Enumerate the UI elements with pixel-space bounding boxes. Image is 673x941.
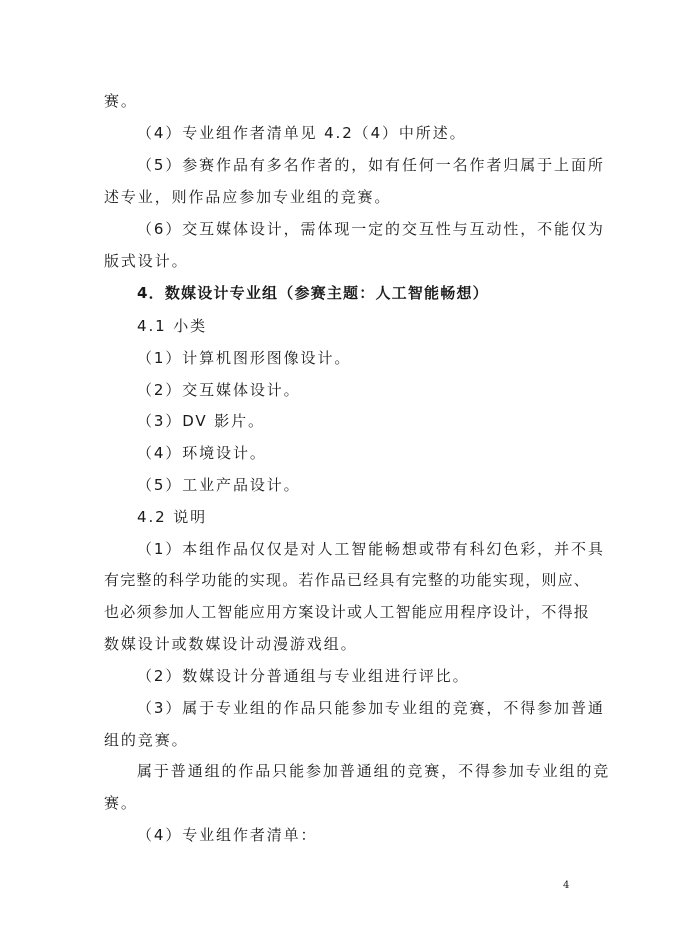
- text-line: 有完整的科学功能的实现。若作品已经具有完整的功能实现，则应、: [104, 571, 591, 589]
- list-item: （5）工业产品设计。: [137, 476, 301, 494]
- list-item: （3）DV 影片。: [137, 412, 265, 430]
- text-line: （3）属于专业组的作品只能参加专业组的竞赛，不得参加普通: [137, 699, 605, 717]
- list-item: （1）计算机图形图像设计。: [137, 349, 352, 367]
- subsection-heading: 4.2 说明: [137, 508, 208, 526]
- text-line: 赛。: [104, 92, 138, 110]
- text-line: 数媒设计或数媒设计动漫游戏组。: [104, 635, 358, 653]
- text-line: 赛。: [104, 794, 138, 812]
- text-line: 述专业，则作品应参加专业组的竞赛。: [104, 188, 392, 206]
- text-line: （1）本组作品仅仅是对人工智能畅想或带有科幻色彩，并不具: [137, 540, 605, 558]
- text-line: （4）专业组作者清单：: [137, 826, 318, 844]
- list-item: （2）交互媒体设计。: [137, 381, 301, 399]
- page-number: 4: [563, 880, 570, 891]
- section-heading: 4．数媒设计专业组（参赛主题：人工智能畅想）: [137, 284, 489, 302]
- text-line: 版式设计。: [104, 252, 189, 270]
- text-line: 属于普通组的作品只能参加普通组的竞赛，不得参加专业组的竞: [137, 762, 611, 780]
- text-line: 也必须参加人工智能应用方案设计或人工智能应用程序设计，不得报: [104, 603, 591, 621]
- text-line: （2）数媒设计分普通组与专业组进行评比。: [137, 667, 470, 685]
- text-line: （4）专业组作者清单见 4.2（4）中所述。: [137, 124, 467, 142]
- subsection-heading: 4.1 小类: [137, 317, 208, 335]
- text-line: （6）交互媒体设计，需体现一定的交互性与互动性，不能仅为: [137, 220, 605, 238]
- text-line: （5）参赛作品有多名作者的，如有任何一名作者归属于上面所: [137, 156, 605, 174]
- text-line: 组的竞赛。: [104, 731, 189, 749]
- list-item: （4）环境设计。: [137, 444, 267, 462]
